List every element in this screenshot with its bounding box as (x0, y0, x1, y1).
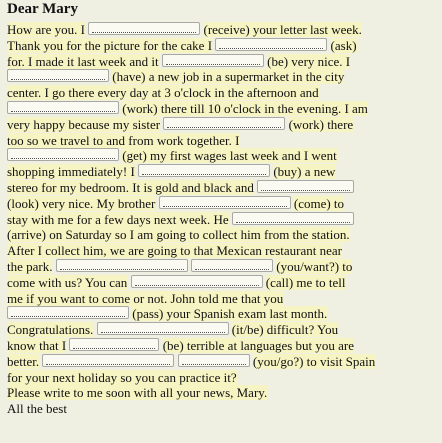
answer-blank-6[interactable] (163, 117, 285, 130)
answer-blank-4[interactable] (7, 69, 109, 82)
answer-blank-2[interactable] (215, 38, 327, 51)
text-segment: (arrive) on Saturday so I am going to collect him from the station. (7, 227, 350, 243)
text-segment: come with us? You can (7, 274, 128, 290)
text-segment: very happy because my sister (7, 116, 161, 132)
text-segment: Thank you for the picture for the cake I (7, 37, 213, 53)
sign-off: All the best (7, 401, 67, 417)
answer-blank-3[interactable] (162, 54, 264, 67)
text-segment: (call) me to tell (265, 274, 346, 290)
answer-blank-9[interactable] (257, 180, 354, 193)
text-segment: the park. (7, 258, 53, 274)
text-segment: (be) very nice. I (267, 53, 351, 69)
text-segment: (work) there till 10 o'clock in the evening. I am (122, 100, 368, 116)
text-segment: me if you want to come or not. John told me that you (7, 290, 284, 306)
answer-blank-19[interactable] (178, 354, 250, 367)
answer-blank-5[interactable] (7, 101, 119, 114)
text-segment: (you/go?) to visit Spain (252, 353, 376, 369)
text-segment: stay with me for a few days next week. He (7, 211, 229, 227)
text-segment: How are you. I (7, 22, 85, 37)
answer-blank-10[interactable] (159, 196, 291, 209)
answer-blank-12[interactable] (56, 259, 188, 272)
text-segment: center. I go there every day at 3 o'clock in the afternoon and (7, 85, 319, 101)
answer-blank-11[interactable] (232, 212, 354, 225)
text-segment: (buy) a new (273, 164, 336, 180)
text-segment: for your next holiday so you can practice it? (7, 369, 237, 385)
answer-blank-15[interactable] (7, 306, 129, 319)
letter-body (7, 22, 437, 417)
text-segment: (get) my first wages last week and I went (122, 148, 337, 164)
text-segment: (look) very nice. My brother (7, 195, 156, 211)
text-segment: Please write to me soon with all your news, Mary. (7, 385, 268, 401)
text-segment: too so we travel to and from work together. I (7, 132, 240, 148)
answer-blank-7[interactable] (7, 148, 119, 161)
text-segment: (pass) your Spanish exam last month. (132, 306, 328, 322)
text-segment: for. I made it last week and it (7, 53, 159, 69)
text-segment: know that I (7, 337, 67, 353)
text-segment: (work) there (288, 116, 354, 132)
answer-blank-17[interactable] (69, 338, 159, 351)
text-segment: (you/want?) to (276, 258, 353, 274)
text-segment: (be) terrible at languages but you are (162, 337, 355, 353)
answer-blank-18[interactable] (42, 354, 174, 367)
text-segment: (come) to (293, 195, 345, 211)
text-segment: (ask) (330, 37, 357, 53)
answer-blank-13[interactable] (191, 259, 273, 272)
text-segment: shopping immediately! I (7, 164, 135, 180)
text-segment: stereo for my bedroom. It is gold and black and (7, 179, 254, 195)
greeting: Dear Mary (7, 1, 78, 17)
text-segment: (receive) your letter last week. (203, 22, 362, 37)
text-segment: (it/be) difficult? You (231, 322, 339, 338)
answer-blank-16[interactable] (97, 322, 229, 335)
answer-blank-1[interactable] (88, 22, 200, 35)
text-segment: Congratulations. (7, 322, 94, 338)
answer-blank-8[interactable] (138, 164, 270, 177)
answer-blank-14[interactable] (131, 275, 263, 288)
text-segment: (have) a new job in a supermarket in the city (112, 69, 345, 85)
text-segment: better. (7, 353, 40, 369)
text-segment: After I collect him, we are going to that Mexican restaurant near (7, 243, 342, 259)
